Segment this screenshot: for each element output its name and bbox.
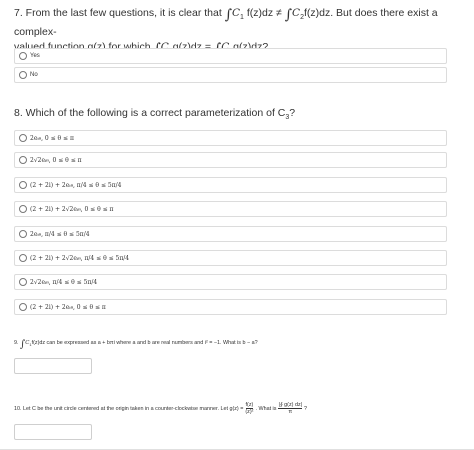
radio-button[interactable] xyxy=(19,303,27,311)
question-8-label: 8. Which of the following is a correct parameterization of C xyxy=(14,107,286,119)
option-exponent: iθ xyxy=(69,304,73,310)
option-expression: 2√2e xyxy=(30,156,46,164)
option-exponent: iθ xyxy=(69,182,73,188)
radio-button[interactable] xyxy=(19,52,27,60)
option-exponent: iθ xyxy=(45,157,49,163)
parameterization-option-8[interactable] xyxy=(14,299,447,315)
fraction-denominator: π xyxy=(288,409,293,415)
option-label: Yes xyxy=(30,53,40,59)
option-label: No xyxy=(30,72,38,78)
integrand-text: f(z)dz. But does there exist a complex- xyxy=(14,7,438,39)
option-range: , π/4 ≤ θ ≤ 5π/4 xyxy=(48,278,98,286)
option-expression: 2e xyxy=(30,134,38,142)
option-expression: (2 + 2i) + 2e xyxy=(30,181,70,189)
contour-subscript: 2 xyxy=(300,14,304,22)
contour-subscript: 3 xyxy=(285,114,290,122)
option-expression: (2 + 2i) + 2e xyxy=(30,303,70,311)
option-range: , π/4 ≤ θ ≤ 5π/4 xyxy=(72,181,122,189)
option-exponent: iθ xyxy=(45,279,49,285)
question-8-text xyxy=(14,106,464,125)
radio-button[interactable] xyxy=(19,134,27,142)
integral-symbol: ∫ xyxy=(20,339,26,350)
parameterization-option-1[interactable] xyxy=(14,130,447,146)
option-expression: 2e xyxy=(30,230,38,238)
radio-button[interactable] xyxy=(19,278,27,286)
radio-button[interactable] xyxy=(19,71,27,79)
question-9-body: f(z)dz can be expressed as a + bπi where a and b are real numbers and i² = −1. What is b − a? xyxy=(31,340,258,346)
fraction-denominator: (z)² xyxy=(245,409,254,415)
parameterization-option-7[interactable] xyxy=(14,274,447,290)
radio-button[interactable] xyxy=(19,156,27,164)
question-10-body: 10. Let C be the unit circle centered at the origin taken in a counter-clockwise manner. Let g(z) = xyxy=(14,405,244,412)
contour-label: C xyxy=(292,7,301,19)
question-9-text xyxy=(14,339,258,349)
option-exponent: iθ xyxy=(76,255,81,261)
parameterization-option-2[interactable] xyxy=(14,152,447,168)
option-exponent: iθ xyxy=(37,231,42,237)
question-mark: ? xyxy=(304,405,308,412)
option-range: , π/4 ≤ θ ≤ 5π/4 xyxy=(41,230,90,238)
option-expression: (2 + 2i) + 2√2e xyxy=(30,205,77,213)
question-9-prefix: 9. xyxy=(14,340,19,346)
contour-subscript: 1 xyxy=(240,14,244,22)
parameterization-option-5[interactable] xyxy=(14,226,447,242)
parameterization-option-3[interactable] xyxy=(14,177,447,193)
question-10-answer-input[interactable] xyxy=(14,424,92,440)
option-range: , 0 ≤ θ ≤ π xyxy=(80,205,114,213)
fraction-g xyxy=(245,402,253,415)
radio-button[interactable] xyxy=(19,205,27,213)
option-expression: 2√2e xyxy=(30,278,46,286)
question-9-answer-input[interactable] xyxy=(14,358,92,374)
question-10-text xyxy=(14,402,307,415)
option-range: , 0 ≤ θ ≤ π xyxy=(72,303,106,311)
option-no[interactable] xyxy=(14,67,447,83)
contour-label: C xyxy=(25,340,30,346)
parameterization-option-6[interactable] xyxy=(14,250,447,266)
question-10-mid: . What is xyxy=(255,405,277,412)
contour-label: C xyxy=(231,7,241,19)
radio-button[interactable] xyxy=(19,230,27,238)
radio-button[interactable] xyxy=(19,181,27,189)
option-range: , 0 ≤ θ ≤ π xyxy=(48,156,82,164)
contour-subscript: 1 xyxy=(29,342,32,348)
integrand-text: f(z)dz ≠ xyxy=(246,7,282,19)
parameterization-option-4[interactable] xyxy=(14,201,447,217)
option-expression: (2 + 2i) + 2√2e xyxy=(30,254,77,262)
fraction-numerator: |∮ g(z) dz| xyxy=(278,402,303,408)
fraction-answer xyxy=(278,402,302,415)
option-exponent: iθ xyxy=(76,206,81,212)
option-range: , π/4 ≤ θ ≤ 5π/4 xyxy=(80,254,130,262)
option-yes[interactable] xyxy=(14,48,447,64)
question-mark: ? xyxy=(289,107,296,119)
integral-symbol: ∫ xyxy=(284,7,293,23)
radio-button[interactable] xyxy=(19,254,27,262)
question-7-prefix: 7. From the last few questions, it is clear that xyxy=(14,7,222,19)
option-exponent: iθ xyxy=(37,135,42,141)
integral-symbol: ∫ xyxy=(224,7,232,23)
option-range: , 0 ≤ θ ≤ π xyxy=(41,134,74,142)
question-7-line-1 xyxy=(14,6,464,40)
fraction-numerator: f(z) xyxy=(245,402,254,408)
